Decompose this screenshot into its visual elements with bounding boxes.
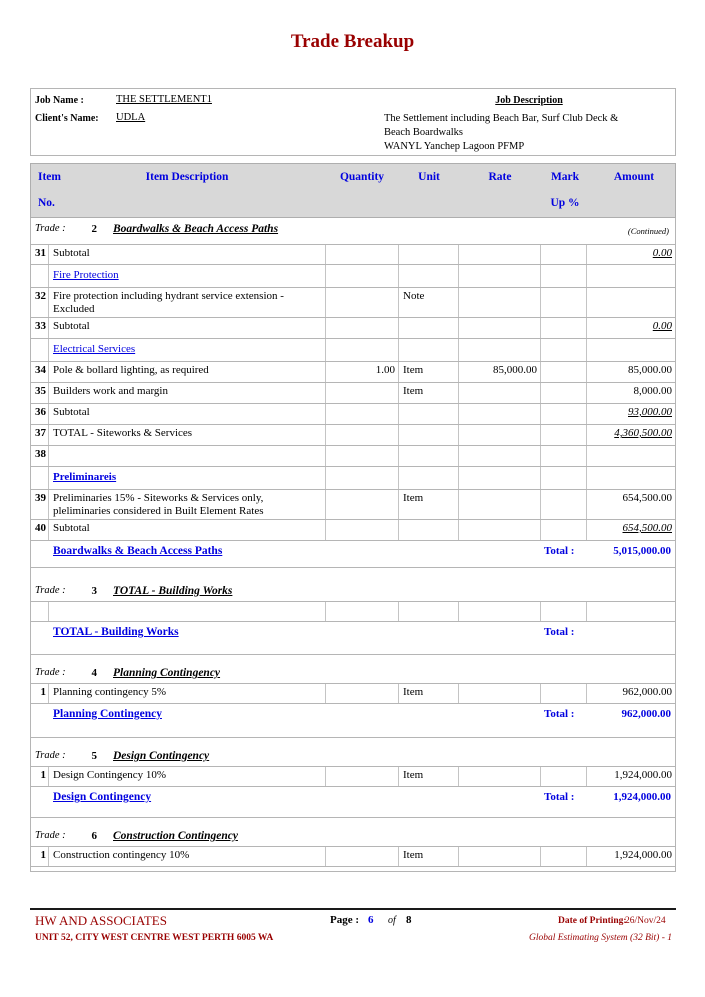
cell-rate	[459, 767, 541, 786]
trade-heading	[31, 218, 675, 244]
cell-desc	[49, 602, 326, 621]
description-line: TOTAL - Siteworks & Services	[53, 427, 193, 439]
cell-qty	[326, 404, 399, 424]
cell-amt	[587, 383, 675, 403]
cell-desc	[49, 847, 326, 866]
cell-qty	[326, 245, 399, 264]
cell-no: 35	[31, 383, 49, 403]
description-line: Electrical Services	[53, 343, 136, 355]
cell-unit	[399, 318, 459, 338]
table-row	[31, 425, 675, 446]
trade-label: Trade :	[35, 750, 66, 761]
cell-amt	[587, 318, 675, 338]
description-line: Preliminareis	[53, 471, 117, 483]
cell-no: 34	[31, 362, 49, 382]
total-caption: Total :	[544, 626, 575, 638]
cell-amt	[587, 245, 675, 264]
table-row	[31, 601, 675, 622]
page-label: Page :	[330, 914, 360, 926]
cell-markup	[541, 446, 587, 466]
description-line: Fire protection including hydrant service extension -	[53, 290, 284, 302]
trade-number: 4	[91, 667, 97, 679]
header-amount: Amount	[613, 171, 655, 183]
trade-number: 5	[91, 750, 97, 762]
cell-amt	[587, 767, 675, 786]
amount-value: 93,000.00	[628, 406, 672, 418]
total-caption: Total :	[544, 708, 575, 720]
table-row	[31, 446, 675, 467]
cell-desc	[49, 288, 326, 317]
cell-no	[31, 339, 49, 361]
cell-rate	[459, 446, 541, 466]
page-number-current: 6	[368, 914, 374, 926]
cell-markup	[541, 383, 587, 403]
company-address: UNIT 52, CITY WEST CENTRE WEST PERTH 6005 WA	[35, 933, 274, 943]
cell-amt	[587, 847, 675, 866]
page-of: of	[388, 915, 396, 926]
header-up-pct: Up %	[550, 197, 580, 209]
continued-note: (Continued)	[627, 226, 669, 236]
cell-unit	[399, 425, 459, 445]
cell-unit	[399, 404, 459, 424]
total-caption: Total :	[544, 791, 575, 803]
cell-rate	[459, 318, 541, 338]
table-row	[31, 288, 675, 318]
table-row	[31, 244, 675, 265]
amount-value: 0.00	[652, 247, 672, 259]
description-line: Subtotal	[53, 522, 90, 534]
cell-no: 38	[31, 446, 49, 466]
cell-no: 31	[31, 245, 49, 264]
table-row	[31, 846, 675, 867]
table-row	[31, 318, 675, 339]
cell-desc	[49, 446, 326, 466]
cell-qty	[326, 520, 399, 540]
trade-total-row	[31, 787, 675, 809]
trade-block-3	[30, 568, 676, 655]
cell-markup	[541, 767, 587, 786]
amount-value: 1,924,000.00	[614, 849, 672, 861]
amount-value: 962,000.00	[622, 686, 672, 698]
cell-desc	[49, 383, 326, 403]
cell-markup	[541, 602, 587, 621]
trade-block-4	[30, 655, 676, 738]
description-line: Excluded	[53, 303, 95, 315]
cell-no: 36	[31, 404, 49, 424]
amount-value: 654,500.00	[622, 522, 672, 534]
cell-qty	[326, 383, 399, 403]
cell-desc	[49, 520, 326, 540]
cell-no: 32	[31, 288, 49, 317]
trade-rows	[31, 766, 675, 787]
trade-label: Trade :	[35, 667, 66, 678]
trade-title: TOTAL - Building Works	[113, 585, 233, 597]
cell-desc	[49, 265, 326, 287]
section-heading-row	[31, 265, 675, 288]
cell-amt	[587, 265, 675, 287]
cell-unit	[399, 245, 459, 264]
cell-rate	[459, 467, 541, 489]
cell-qty	[326, 339, 399, 361]
cell-unit: Item	[399, 847, 459, 866]
trade-label: Trade :	[35, 830, 66, 841]
amount-value: 8,000.00	[633, 385, 672, 397]
cell-qty	[326, 767, 399, 786]
header-no: No.	[38, 197, 55, 209]
cell-qty	[326, 425, 399, 445]
description-line: Planning contingency 5%	[53, 686, 167, 698]
description-line: Fire Protection	[53, 269, 119, 281]
cell-rate	[459, 265, 541, 287]
header-item-description: Item Description	[145, 171, 229, 183]
cell-qty	[326, 467, 399, 489]
description-line: Preliminaries 15% - Siteworks & Services only,	[53, 492, 264, 504]
cell-rate	[459, 288, 541, 317]
table-row	[31, 362, 675, 383]
cell-markup	[541, 467, 587, 489]
cell-rate	[459, 425, 541, 445]
header-rate: Rate	[488, 171, 512, 183]
trade-number: 6	[91, 830, 97, 842]
description-line: Pole & bollard lighting, as required	[53, 364, 209, 376]
cell-markup	[541, 362, 587, 382]
cell-desc	[49, 467, 326, 489]
trade-title: Design Contingency	[113, 750, 210, 762]
cell-rate	[459, 520, 541, 540]
cell-unit: Item	[399, 362, 459, 382]
cell-qty	[326, 847, 399, 866]
date-of-printing-label: Date of Printing:	[558, 916, 627, 926]
cell-markup	[541, 318, 587, 338]
trade-block-5	[30, 738, 676, 818]
cell-amt	[587, 602, 675, 621]
cell-markup	[541, 425, 587, 445]
trade-total-row	[31, 541, 675, 563]
company-name: HW AND ASSOCIATES	[35, 913, 167, 928]
cell-rate: 85,000.00	[459, 362, 541, 382]
cell-no: 1	[31, 684, 49, 703]
total-caption: Total :	[544, 545, 575, 557]
cell-qty	[326, 318, 399, 338]
trade-heading	[31, 655, 675, 683]
cell-qty: 1.00	[326, 362, 399, 382]
cell-amt	[587, 446, 675, 466]
amount-value: 4,360,500.00	[614, 427, 672, 439]
cell-unit	[399, 339, 459, 361]
job-info-box	[30, 88, 676, 156]
trade-number: 3	[91, 585, 97, 597]
cell-amt	[587, 684, 675, 703]
cell-unit	[399, 602, 459, 621]
cell-rate	[459, 602, 541, 621]
job-description-line: The Settlement including Beach Bar, Surf Club Deck &	[384, 113, 619, 124]
page-title: Trade Breakup	[290, 31, 415, 52]
trade-label: Trade :	[35, 223, 66, 234]
cell-desc	[49, 362, 326, 382]
header-quantity: Quantity	[339, 171, 385, 183]
cell-amt	[587, 404, 675, 424]
cell-amt	[587, 520, 675, 540]
job-description-label: Job Description	[495, 95, 563, 106]
trade-number: 2	[91, 223, 97, 235]
cell-rate	[459, 684, 541, 703]
cell-desc	[49, 339, 326, 361]
cell-amt	[587, 425, 675, 445]
cell-no	[31, 467, 49, 489]
table-row	[31, 766, 675, 787]
cell-markup	[541, 245, 587, 264]
cell-qty	[326, 602, 399, 621]
cell-unit	[399, 467, 459, 489]
cell-no: 37	[31, 425, 49, 445]
trade-title: Boardwalks & Beach Access Paths	[113, 223, 279, 235]
trade-rows	[31, 846, 675, 867]
header-unit: Unit	[418, 171, 440, 183]
trade-heading	[31, 818, 675, 846]
description-line: Builders work and margin	[53, 385, 168, 397]
cell-amt	[587, 490, 675, 519]
cell-unit: Item	[399, 383, 459, 403]
trade-label: Trade :	[35, 585, 66, 596]
cell-rate	[459, 490, 541, 519]
amount-value: 0.00	[652, 320, 672, 332]
trade-heading	[31, 738, 675, 766]
cell-desc	[49, 425, 326, 445]
client-name-label: Client's Name:	[35, 113, 99, 124]
cell-amt	[587, 467, 675, 489]
amount-value: 1,924,000.00	[614, 769, 672, 781]
job-description-line: WANYL Yanchep Lagoon PFMP	[384, 141, 525, 152]
trade-block-6	[30, 818, 676, 872]
trade-total-label: TOTAL - Building Works	[53, 626, 179, 638]
cell-rate	[459, 383, 541, 403]
table-row	[31, 683, 675, 704]
description-line: Subtotal	[53, 320, 90, 332]
cell-no	[31, 602, 49, 621]
job-description	[384, 112, 674, 154]
cell-desc	[49, 245, 326, 264]
cell-rate	[459, 847, 541, 866]
trade-block-2	[30, 218, 676, 568]
header-item: Item	[38, 171, 61, 183]
cell-unit: Item	[399, 767, 459, 786]
client-name-value: UDLA	[116, 112, 146, 123]
cell-markup	[541, 404, 587, 424]
cell-unit	[399, 520, 459, 540]
cell-unit	[399, 265, 459, 287]
cell-qty	[326, 684, 399, 703]
trade-rows	[31, 601, 675, 622]
trade-total-label: Design Contingency	[53, 791, 152, 803]
cell-no: 40	[31, 520, 49, 540]
cell-amt	[587, 362, 675, 382]
cell-no: 1	[31, 847, 49, 866]
amount-value: 85,000.00	[628, 364, 672, 376]
trade-total-row	[31, 622, 675, 644]
cell-markup	[541, 847, 587, 866]
cell-unit: Note	[399, 288, 459, 317]
table-row	[31, 490, 675, 520]
cell-rate	[459, 339, 541, 361]
cell-desc	[49, 767, 326, 786]
cell-no: 39	[31, 490, 49, 519]
cell-markup	[541, 339, 587, 361]
description-line: Subtotal	[53, 406, 90, 418]
description-line: Construction contingency 10%	[53, 849, 190, 861]
cell-desc	[49, 684, 326, 703]
cell-no: 33	[31, 318, 49, 338]
trade-total-label: Planning Contingency	[53, 708, 162, 720]
header-mark: Mark	[550, 171, 580, 183]
cell-no: 1	[31, 767, 49, 786]
table-row	[31, 404, 675, 425]
page-number-total: 8	[406, 914, 412, 926]
total-amount: 5,015,000.00	[613, 545, 671, 557]
cell-unit: Item	[399, 490, 459, 519]
cell-markup	[541, 684, 587, 703]
total-amount: 1,924,000.00	[613, 791, 671, 803]
trade-title: Construction Contingency	[113, 830, 238, 842]
section-heading-row	[31, 339, 675, 362]
footer-rule	[30, 908, 676, 910]
table-header	[30, 163, 676, 218]
cell-desc	[49, 404, 326, 424]
amount-value: 654,500.00	[622, 492, 672, 504]
cell-qty	[326, 446, 399, 466]
description-line: pleliminaries considered in Built Element Rates	[53, 505, 264, 517]
cell-qty	[326, 490, 399, 519]
cell-unit: Item	[399, 684, 459, 703]
cell-amt	[587, 288, 675, 317]
table-row	[31, 520, 675, 541]
cell-markup	[541, 520, 587, 540]
job-name-value: THE SETTLEMENT1	[116, 94, 212, 105]
description-line: Subtotal	[53, 247, 90, 259]
cell-amt	[587, 339, 675, 361]
job-description-line: Beach Boardwalks	[384, 127, 464, 138]
cell-no	[31, 265, 49, 287]
job-name-label: Job Name :	[35, 95, 84, 106]
cell-qty	[326, 288, 399, 317]
cell-markup	[541, 265, 587, 287]
cell-markup	[541, 490, 587, 519]
trade-total-label: Boardwalks & Beach Access Paths	[53, 545, 223, 557]
section-heading-row	[31, 467, 675, 490]
total-amount: 962,000.00	[621, 708, 671, 720]
cell-desc	[49, 490, 326, 519]
table-row	[31, 383, 675, 404]
trade-total-row	[31, 704, 675, 726]
cell-desc	[49, 318, 326, 338]
cell-rate	[459, 404, 541, 424]
trade-rows	[31, 244, 675, 541]
cell-rate	[459, 245, 541, 264]
trade-title: Planning Contingency	[113, 667, 221, 679]
cell-qty	[326, 265, 399, 287]
cell-markup	[541, 288, 587, 317]
system-name: Global Estimating System (32 Bit) - 1	[528, 933, 672, 943]
trade-rows	[31, 683, 675, 704]
date-of-printing-value: 26/Nov/24	[625, 916, 666, 926]
cell-unit	[399, 446, 459, 466]
description-line: Design Contingency 10%	[53, 769, 167, 781]
trade-heading	[31, 568, 675, 601]
